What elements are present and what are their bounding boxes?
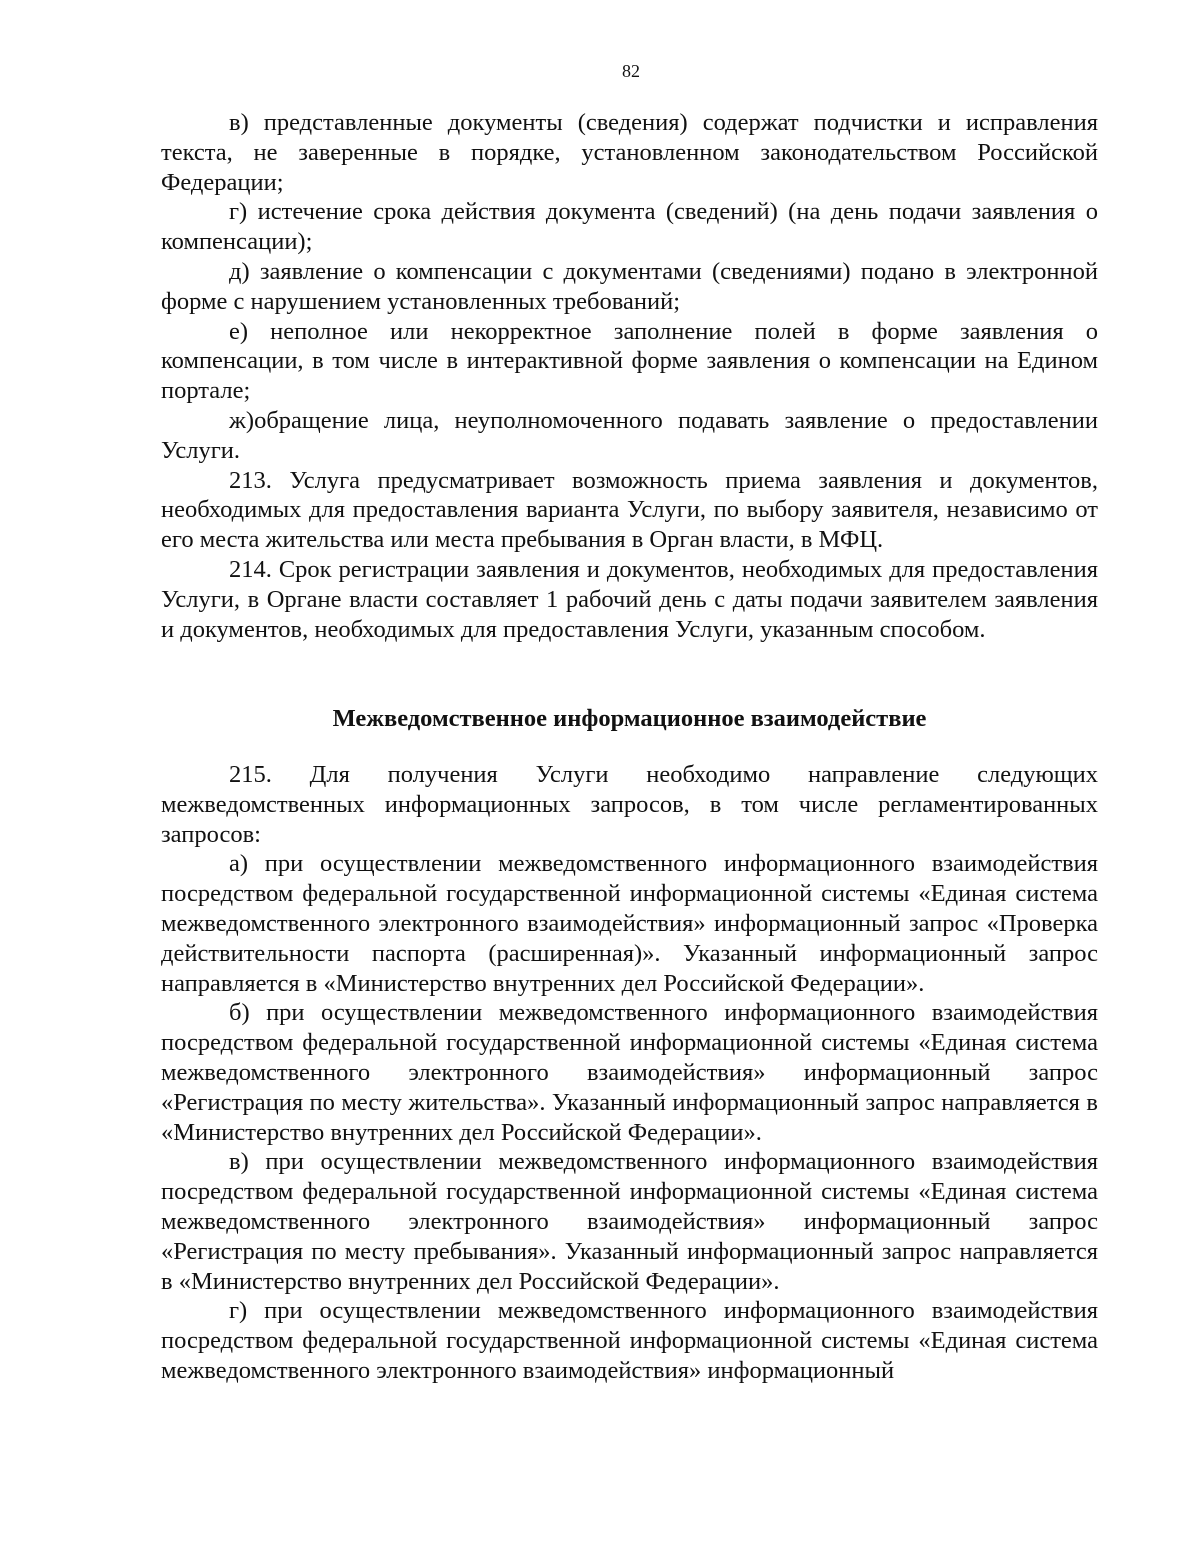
body-text-top	[161, 108, 1098, 644]
paragraph-213: 213. Услуга предусматривает возможность приема заявления и документов, необходимых для предоставления варианта Услуги, по выбору заявителя, независимо от его места жительства или места пребывания в Орган власти, в МФЦ.	[161, 466, 1098, 554]
paragraph-214: 214. Срок регистрации заявления и документов, необходимых для предоставления Услуги, в Органе власти составляет 1 рабочий день с даты подачи заявителем заявления и документов, необходимых для предоставления Услуги, указанным способом.	[161, 555, 1098, 643]
paragraph-item-d: д) заявление о компенсации с документами (сведениями) подано в электронной форме с нарушением установленных требований;	[161, 257, 1098, 315]
paragraph-215-a: а) при осуществлении межведомственного информационного взаимодействия посредством федеральной государственной информационной системы «Единая система межведомственного электронного взаимодействия» информационный запрос «Проверка действительности паспорта (расширенная)». Указанный информационный запрос направляется в «Министерство внутренних дел Российской Федерации».	[161, 850, 1098, 997]
paragraph-215-b: б) при осуществлении межведомственного информационного взаимодействия посредством федеральной государственной информационной системы «Единая система межведомственного электронного взаимодействия» информационный запрос «Регистрация по месту жительства». Указанный информационный запрос направляется в «Министерство внутренних дел Российской Федерации».	[161, 999, 1098, 1146]
page-number: 82	[622, 61, 640, 81]
paragraph-item-e: е) неполное или некорректное заполнение полей в форме заявления о компенсации, в том числе в интерактивной форме заявления о компенсации на Едином портале;	[161, 317, 1098, 405]
paragraph-item-v: в) представленные документы (сведения) содержат подчистки и исправления текста, не заверенные в порядке, установленном законодательством Российской Федерации;	[161, 109, 1098, 196]
paragraph-215: 215. Для получения Услуги необходимо направление следующих межведомственных информационных запросов, в том числе регламентированных запросов:	[161, 761, 1098, 848]
section-heading: Межведомственное информационное взаимодействие	[332, 705, 927, 732]
paragraph-215-g: г) при осуществлении межведомственного информационного взаимодействия посредством федеральной государственной информационной системы «Единая система межведомственного электронного взаимодействия» информационный	[161, 1297, 1098, 1384]
body-text-bottom	[161, 760, 1098, 1386]
paragraph-item-zh: ж)обращение лица, неуполномоченного подавать заявление о предоставлении Услуги.	[161, 406, 1098, 464]
paragraph-215-v: в) при осуществлении межведомственного информационного взаимодействия посредством федеральной государственной информационной системы «Единая система межведомственного электронного взаимодействия» информационный запрос «Регистрация по месту пребывания». Указанный информационный запрос направляется в «Министерство внутренних дел Российской Федерации».	[161, 1148, 1098, 1295]
paragraph-item-g: г) истечение срока действия документа (сведений) (на день подачи заявления о компенсации);	[161, 198, 1098, 256]
